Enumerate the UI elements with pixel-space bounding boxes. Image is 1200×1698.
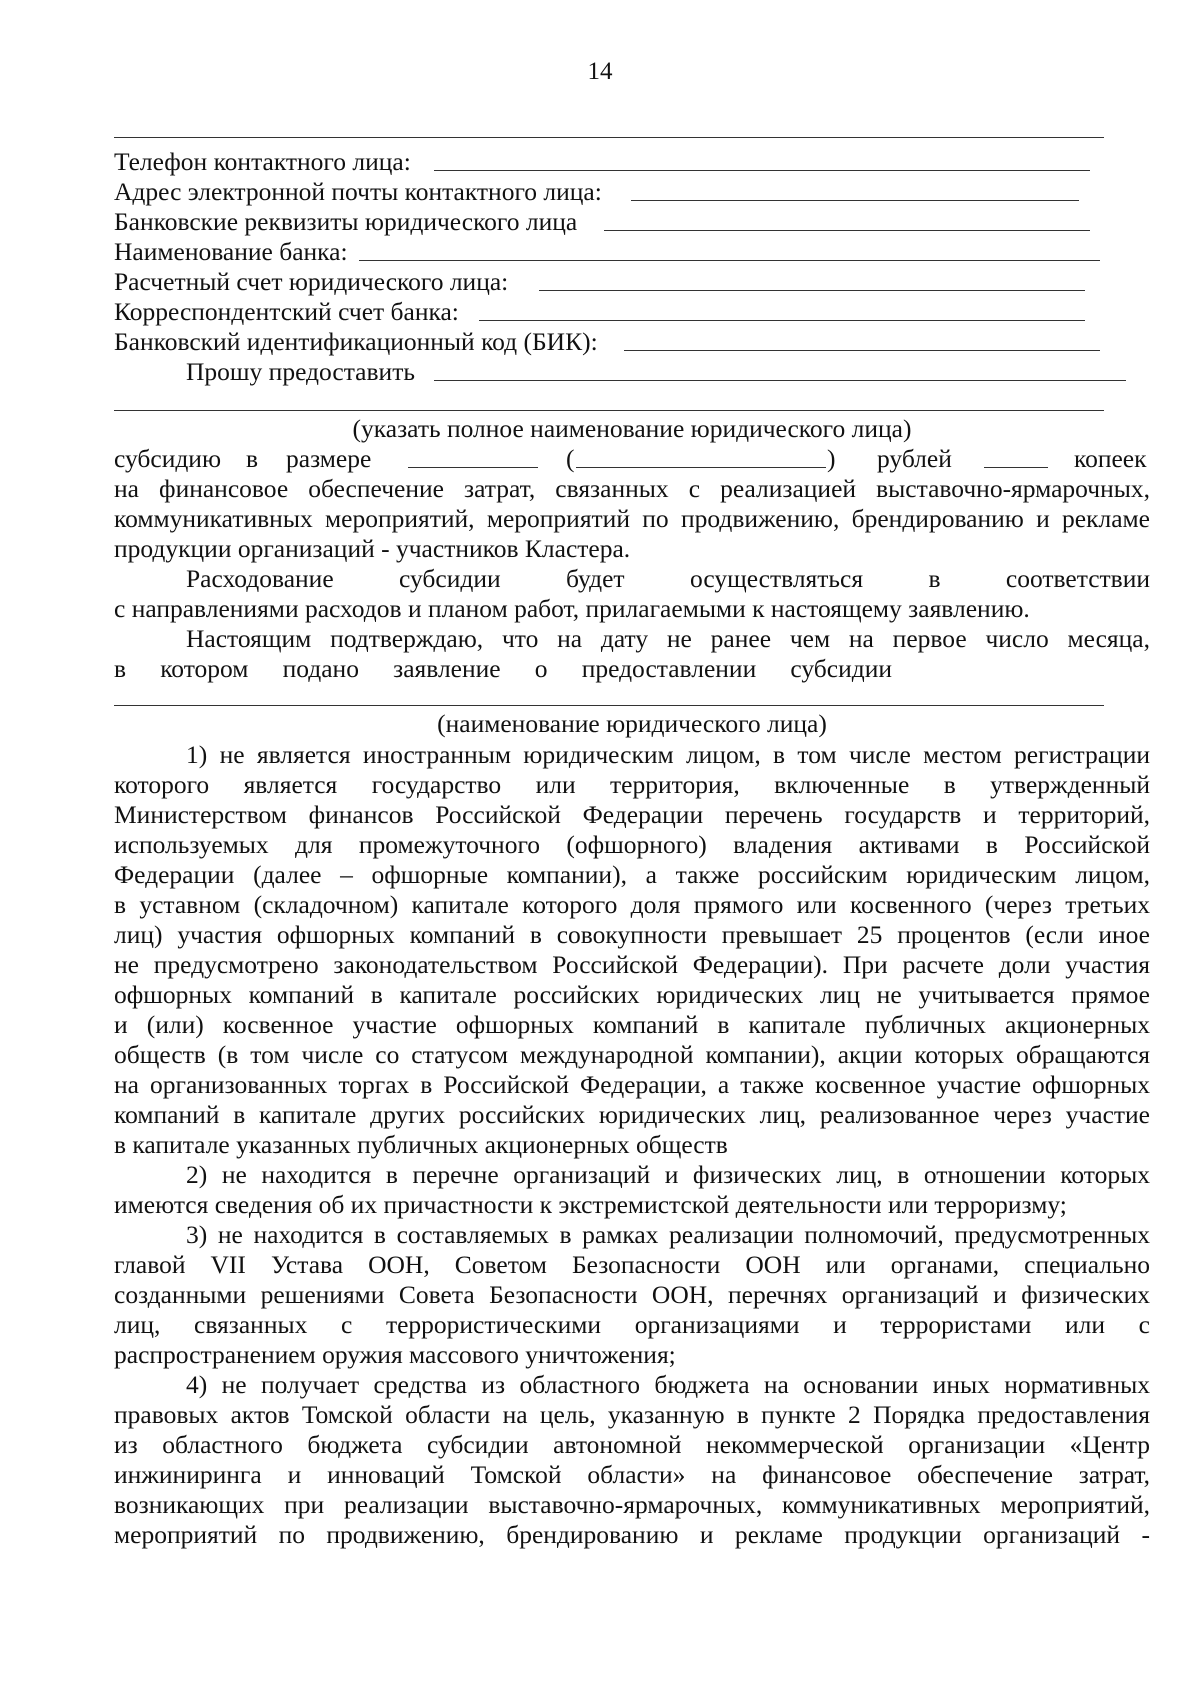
request-org-blank-1[interactable]	[434, 380, 1126, 381]
item4-line-6: мероприятий по продвижению, брендированию и рекламе продукции организаций -	[114, 1520, 1150, 1549]
caption-org-full-name: (указать полное наименование юридического лица)	[352, 414, 912, 443]
request-org-blank-2[interactable]	[114, 410, 1104, 411]
item3-line-4: лиц, связанных с террористическими организациями и террористами или с	[114, 1310, 1150, 1339]
field-phone-blank[interactable]	[434, 170, 1090, 171]
field-correspondent-account-blank[interactable]	[479, 320, 1085, 321]
item1-line-14: в капитале указанных публичных акционерных обществ	[114, 1130, 728, 1159]
purpose-line-2: коммуникативных мероприятий, мероприятий по продвижению, брендированию и рекламе	[114, 504, 1150, 533]
subsidy-amount-digits-blank[interactable]	[408, 467, 538, 468]
confirm-line-1: Настоящим подтверждаю, что на дату не ранее чем на первое число месяца,	[186, 624, 1150, 653]
field-bank-details-label: Банковские реквизиты юридического лица	[114, 207, 578, 236]
subsidy-word-razmere: размере	[286, 444, 372, 473]
item3-line-2: главой VII Устава ООН, Советом Безопасности ООН или органами, специально	[114, 1250, 1150, 1279]
page-number: 14	[587, 58, 613, 85]
subsidy-paren-open: (	[566, 444, 575, 473]
subsidy-word-rubley: рублей	[877, 444, 952, 473]
field-settlement-account-label: Расчетный счет юридического лица:	[114, 267, 509, 296]
item1-line-4: используемых для промежуточного (офшорного) владения активами в Российской	[114, 830, 1150, 859]
item1-line-10: и (или) косвенное участие офшорных компаний в капитале публичных акционерных	[114, 1010, 1150, 1039]
item3-line-5: распространением оружия массового уничтожения;	[114, 1340, 676, 1369]
item1-line-3: Министерством финансов Российской Федерации перечень государств и территорий,	[114, 800, 1150, 829]
subsidy-word: субсидию	[114, 444, 222, 473]
field-bank-name-label: Наименование банка:	[114, 237, 348, 266]
item1-line-9: офшорных компаний в капитале российских юридических лиц не учитывается прямое	[114, 980, 1150, 1009]
item1-line-7: лиц) участия офшорных компаний в совокупности превышает 25 процентов (если иное	[114, 920, 1150, 949]
item1-line-6: в уставном (складочном) капитале которого доля прямого или косвенного (через третьих	[114, 890, 1150, 919]
purpose-line-1: на финансовое обеспечение затрат, связанных с реализацией выставочно-ярмарочных,	[114, 474, 1150, 503]
item1-line-12: на организованных торгах в Российской Федерации, а также косвенное участие офшорных	[114, 1070, 1150, 1099]
subsidy-word-v: в	[246, 444, 259, 473]
subsidy-word-kopeek: копеек	[1074, 444, 1147, 473]
item1-line-8: не предусмотрено законодательством Российской Федерации). При расчете доли участия	[114, 950, 1150, 979]
field-correspondent-account-label: Корреспондентский счет банка:	[114, 297, 459, 326]
request-lead: Прошу предоставить	[186, 357, 415, 386]
item3-line-3: созданными решениями Совета Безопасности ООН, перечнях организаций и физических	[114, 1280, 1150, 1309]
purpose-line-3: продукции организаций - участников Кластера.	[114, 534, 631, 563]
item3-line-1: 3) не находится в составляемых в рамках реализации полномочий, предусмотренных	[186, 1220, 1150, 1249]
field-email-label: Адрес электронной почты контактного лица:	[114, 177, 602, 206]
item1-line-13: компаний в капитале других российских юридических лиц, реализованное через участие	[114, 1100, 1150, 1129]
subsidy-kopecks-blank[interactable]	[984, 467, 1048, 468]
top-rule	[114, 137, 1104, 138]
item4-line-1: 4) не получает средства из областного бюджета на основании иных нормативных	[186, 1370, 1150, 1399]
item1-line-5: Федерации (далее – офшорные компании), а также российским юридическим лицом,	[114, 860, 1150, 889]
caption-org-name: (наименование юридического лица)	[437, 709, 827, 738]
field-bik-blank[interactable]	[624, 350, 1100, 351]
confirm-line-2: в котором подано заявление о предоставлении субсидии	[114, 654, 892, 683]
org-name-blank[interactable]	[114, 705, 1104, 706]
item1-line-11: обществ (в том числе со статусом международной компании), акции которых обращаются	[114, 1040, 1150, 1069]
item2-line-1: 2) не находится в перечне организаций и физических лиц, в отношении которых	[186, 1160, 1150, 1189]
field-bank-name-blank[interactable]	[359, 260, 1100, 261]
field-bank-details-blank[interactable]	[604, 230, 1090, 231]
item4-line-4: инжиниринга и инноваций Томской области» на финансовое обеспечение затрат,	[114, 1460, 1150, 1489]
field-bik-label: Банковский идентификационный код (БИК):	[114, 327, 598, 356]
field-phone-label: Телефон контактного лица:	[114, 147, 411, 176]
item2-line-2: имеются сведения об их причастности к экстремистской деятельности или терроризму;	[114, 1190, 1067, 1219]
item4-line-5: возникающих при реализации выставочно-ярмарочных, коммуникативных мероприятий,	[114, 1490, 1150, 1519]
subsidy-amount-words-blank[interactable]	[576, 467, 826, 468]
field-settlement-account-blank[interactable]	[539, 290, 1085, 291]
item4-line-3: из областного бюджета субсидии автономной некоммерческой организации «Центр	[114, 1430, 1150, 1459]
item1-line-1: 1) не является иностранным юридическим лицом, в том числе местом регистрации	[186, 740, 1150, 769]
subsidy-paren-close: )	[827, 444, 836, 473]
spending-line-2: с направлениями расходов и планом работ, прилагаемыми к настоящему заявлению.	[114, 594, 1030, 623]
spending-line-1: Расходование субсидии будет осуществляться в соответствии	[186, 564, 1150, 593]
item1-line-2: которого является государство или территория, включенные в утвержденный	[114, 770, 1150, 799]
field-email-blank[interactable]	[631, 200, 1079, 201]
item4-line-2: правовых актов Томской области на цель, указанную в пункте 2 Порядка предоставления	[114, 1400, 1150, 1429]
